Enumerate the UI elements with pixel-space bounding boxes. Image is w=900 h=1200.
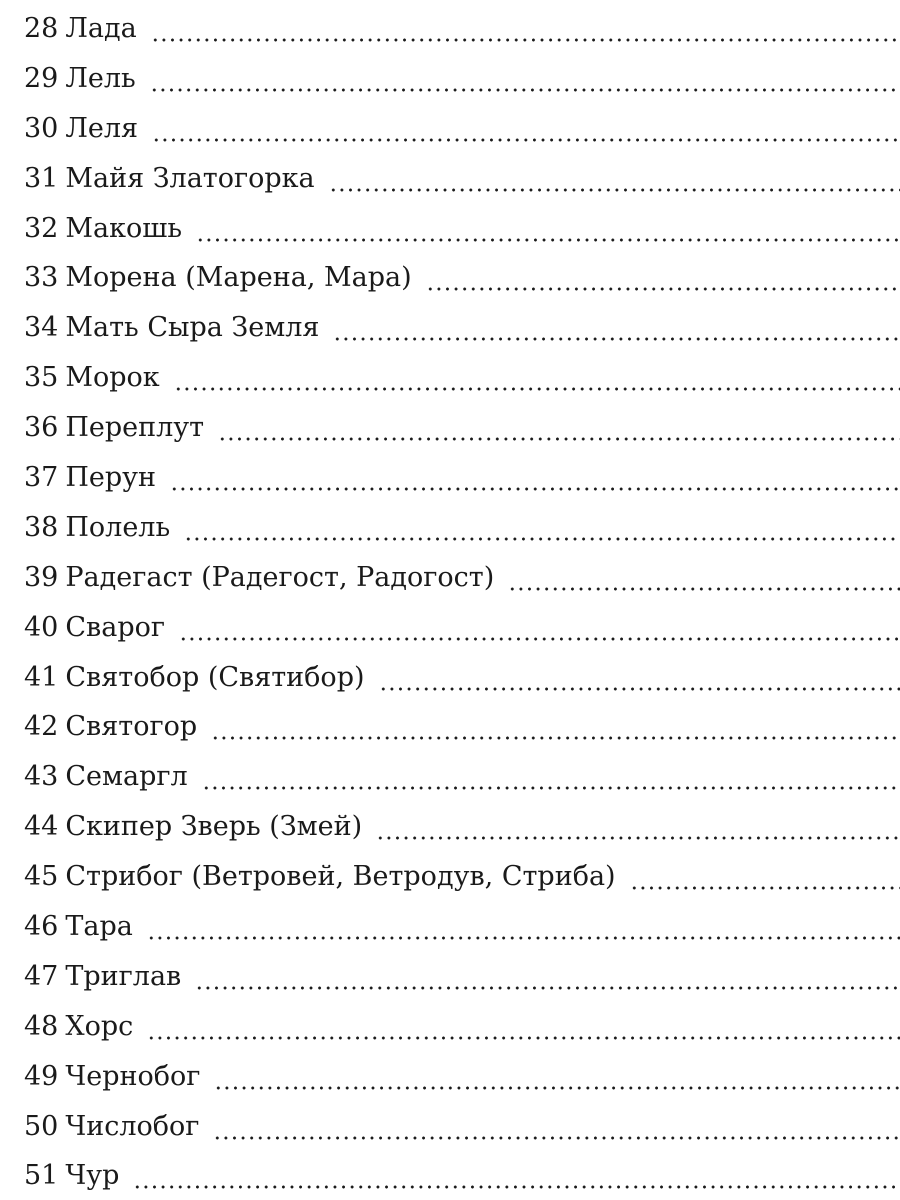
- entry-title: Числобог: [65, 1110, 200, 1142]
- toc-entry[interactable]: [24, 104, 900, 154]
- toc-entry[interactable]: [24, 303, 900, 353]
- entry-title: Лель: [65, 62, 136, 94]
- dot-leader: [376, 834, 900, 842]
- toc-entry[interactable]: [24, 802, 900, 852]
- entry-title: Морок: [65, 362, 160, 394]
- dot-leader: [508, 585, 900, 593]
- toc-entry[interactable]: [24, 204, 900, 254]
- dot-leader: [211, 734, 900, 742]
- dot-leader: [195, 984, 900, 992]
- entry-title: Чернобог: [65, 1060, 201, 1092]
- toc-entry[interactable]: [24, 902, 900, 952]
- table-of-contents: [24, 4, 900, 1200]
- entry-title: Мать Сыра Земля: [65, 312, 320, 344]
- toc-entry[interactable]: [24, 54, 900, 104]
- entry-number: 46: [24, 911, 59, 943]
- entry-title: Святобор (Святибор): [65, 661, 365, 693]
- dot-leader: [174, 385, 900, 393]
- dot-leader: [379, 685, 900, 693]
- toc-entry[interactable]: [24, 1052, 900, 1102]
- entry-title: Майя Златогорка: [65, 162, 315, 194]
- entry-title: Скипер Зверь (Змей): [65, 811, 363, 843]
- dot-leader: [196, 236, 900, 244]
- entry-title: Сварог: [65, 611, 166, 643]
- dot-leader: [150, 86, 900, 94]
- toc-entry[interactable]: [24, 353, 900, 403]
- entry-number: 49: [24, 1060, 59, 1092]
- dot-leader: [213, 1134, 900, 1142]
- dot-leader: [170, 485, 900, 493]
- entry-number: 44: [24, 811, 59, 843]
- dot-leader: [152, 136, 900, 144]
- toc-entry[interactable]: [24, 453, 900, 503]
- entry-title: Хорс: [65, 1010, 134, 1042]
- entry-number: 43: [24, 761, 59, 793]
- dot-leader: [426, 285, 900, 293]
- entry-number: 40: [24, 611, 59, 643]
- entry-number: 38: [24, 511, 59, 543]
- toc-entry[interactable]: [24, 852, 900, 902]
- entry-number: 48: [24, 1010, 59, 1042]
- entry-title: Тара: [65, 911, 133, 943]
- entry-number: 37: [24, 462, 59, 494]
- entry-title: Лада: [65, 13, 137, 44]
- dot-leader: [133, 1183, 900, 1191]
- toc-entry[interactable]: [24, 1151, 900, 1200]
- toc-entry[interactable]: [24, 253, 900, 303]
- entry-number: 33: [24, 262, 59, 294]
- toc-entry[interactable]: [24, 553, 900, 603]
- entry-title: Святогор: [65, 711, 198, 743]
- entry-number: 50: [24, 1110, 59, 1142]
- entry-title: Леля: [65, 112, 139, 144]
- toc-entry[interactable]: [24, 503, 900, 553]
- toc-entry[interactable]: [24, 1102, 900, 1152]
- entry-number: 51: [24, 1160, 59, 1192]
- toc-entry[interactable]: [24, 1002, 900, 1052]
- dot-leader: [329, 186, 900, 194]
- entry-number: 31: [24, 162, 59, 194]
- entry-title: Чур: [65, 1160, 120, 1192]
- dot-leader: [218, 435, 900, 443]
- entry-number: 42: [24, 711, 59, 743]
- entry-title: Переплут: [65, 412, 205, 444]
- entry-number: 39: [24, 561, 59, 593]
- entry-number: 41: [24, 661, 59, 693]
- entry-title: Макошь: [65, 212, 183, 244]
- entry-number: 34: [24, 312, 59, 344]
- dot-leader: [333, 335, 900, 343]
- dot-leader: [147, 934, 900, 942]
- entry-title: Морена (Марена, Мара): [65, 262, 412, 294]
- toc-entry[interactable]: [24, 403, 900, 453]
- dot-leader: [179, 635, 900, 643]
- entry-number: 45: [24, 861, 59, 893]
- entry-title: Полель: [65, 511, 171, 543]
- toc-entry[interactable]: [24, 4, 900, 54]
- entry-number: 47: [24, 960, 59, 992]
- entry-number: 30: [24, 112, 59, 144]
- entry-number: 35: [24, 362, 59, 394]
- entry-title: Радегаст (Радегост, Радогост): [65, 561, 495, 593]
- dot-leader: [202, 784, 900, 792]
- dot-leader: [147, 1034, 900, 1042]
- toc-entry[interactable]: [24, 752, 900, 802]
- toc-entry[interactable]: [24, 653, 900, 703]
- entry-title: Стрибог (Ветровей, Ветродув, Стриба): [65, 861, 616, 893]
- entry-number: 32: [24, 212, 59, 244]
- dot-leader: [214, 1084, 900, 1092]
- dot-leader: [184, 535, 900, 543]
- toc-entry[interactable]: [24, 702, 900, 752]
- entry-title: Семаргл: [65, 761, 188, 793]
- dot-leader: [630, 884, 900, 892]
- entry-title: Перун: [65, 462, 157, 494]
- dot-leader: [151, 36, 900, 44]
- entry-number: 29: [24, 62, 59, 94]
- entry-number: 28: [24, 13, 59, 44]
- toc-entry[interactable]: [24, 952, 900, 1002]
- entry-number: 36: [24, 412, 59, 444]
- toc-entry[interactable]: [24, 603, 900, 653]
- toc-entry[interactable]: [24, 154, 900, 204]
- entry-title: Триглав: [65, 960, 182, 992]
